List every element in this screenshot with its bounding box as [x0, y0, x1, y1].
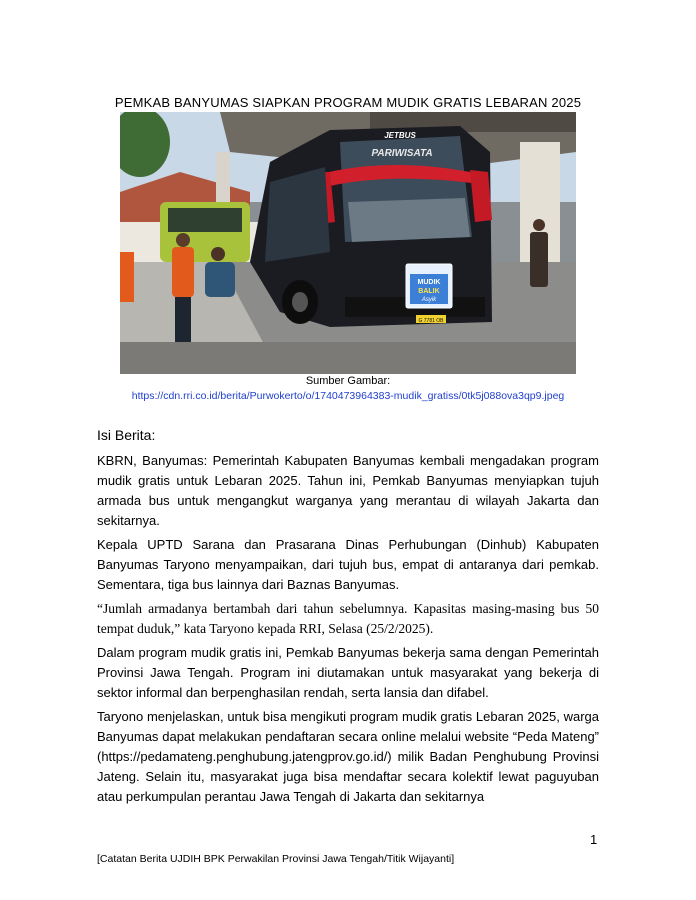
- sign-line2: BALIK: [418, 288, 440, 295]
- paragraph-5: Taryono menjelaskan, untuk bisa mengikuti program mudik gratis Lebaran 2025, warga Banyumas dapat melakukan pendaftaran secara online melalui website “Peda Mateng” (https://pedamateng.penghubung.jatengprov.go.id/) milik Badan Penghubung Provinsi Jateng. Selain itu, masyarakat juga bisa mendaftar secara kolektif lewat paguyuban atau perkumpulan perantau Jawa Tengah di Jakarta dan sekitarnya: [97, 709, 599, 804]
- page-title: PEMKAB BANYUMAS SIAPKAN PROGRAM MUDIK GRATIS LEBARAN 2025: [114, 95, 582, 110]
- paragraph-quote: “Jumlah armadanya bertambah dari tahun sebelumnya. Kapasitas masing-masing bus 50 tempat duduk,” kata Taryono kepada RRI, Selasa (25/2/2025).: [97, 601, 599, 636]
- page-number: 1: [590, 832, 598, 847]
- bus-brand-text: PARIWISATA: [371, 148, 433, 159]
- article-heading: Isi Berita:: [97, 427, 156, 443]
- image-source-link[interactable]: https://cdn.rri.co.id/berita/Purwokerto/o/1740473964383-mudik_gratiss/0tk5j088ova3qp9.jpeg: [131, 390, 565, 402]
- sign-line3: Asyik: [421, 297, 437, 303]
- bus-top-text: JETBUS: [384, 131, 416, 140]
- article-body: [97, 425, 599, 811]
- sign-line1: MUDIK: [417, 279, 441, 286]
- paragraph-4: Dalam program mudik gratis ini, Pemkab Banyumas bekerja sama dengan Pemerintah Provinsi Jawa Tengah. Program ini diutamakan untuk masyarakat yang bekerja di sektor informal dan berpenghasilan rendah, serta lansia dan difabel.: [97, 645, 599, 700]
- paragraph-1: KBRN, Banyumas: Pemerintah Kabupaten Banyumas kembali mengadakan program mudik gratis untuk Lebaran 2025. Tahun ini, Pemkab Banyumas menyiapkan tujuh armada bus untuk mengangkut warganya yang merantau di wilayah Jakarta dan sekitarnya.: [97, 453, 599, 528]
- page-footer: [Catatan Berita UJDIH BPK Perwakilan Provinsi Jawa Tengah/Titik Wijayanti]: [97, 853, 455, 865]
- news-photo: [120, 112, 576, 374]
- paragraph-2: Kepala UPTD Sarana dan Prasarana Dinas Perhubungan (Dinhub) Kabupaten Banyumas Taryono menyampaikan, dari tujuh bus, empat di antaranya dari pemkab. Sementara, tiga bus lainnya dari Baznas Banyumas.: [97, 537, 599, 592]
- bus-photo-illustration: [120, 112, 576, 374]
- image-source-label: Sumber Gambar:: [305, 375, 391, 387]
- license-plate: G 7781 OB: [418, 318, 444, 324]
